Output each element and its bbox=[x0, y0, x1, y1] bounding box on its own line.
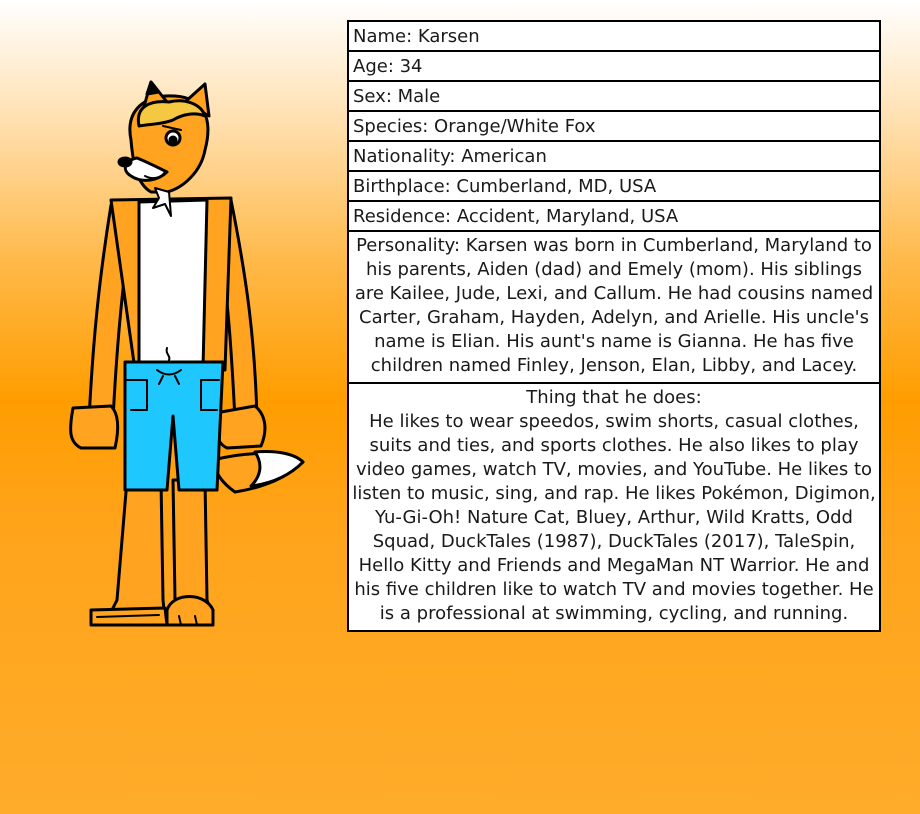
personality-section: Personality: Karsen was born in Cumberland, Maryland to his parents, Aiden (dad) and Emely (mom). His siblings are Kailee, Jude, Lexi, and Callum. He had cousins named Carter, Graham, Hayden, Adelyn, and Arielle. His uncle's name is Elian. His aunt's name is Gianna. He has five children named Finley, Jenson, Elan, Libby, and Lacey. bbox=[349, 232, 879, 384]
left-leg bbox=[107, 480, 165, 620]
age-field: Age: 34 bbox=[349, 52, 879, 82]
chest-white bbox=[139, 200, 207, 368]
sex-field: Sex: Male bbox=[349, 82, 879, 112]
right-fist bbox=[217, 406, 265, 448]
character-info-sheet bbox=[347, 20, 881, 632]
swim-shorts bbox=[125, 362, 223, 490]
residence-field: Residence: Accident, Maryland, USA bbox=[349, 202, 879, 232]
birthplace-field: Birthplace: Cumberland, MD, USA bbox=[349, 172, 879, 202]
name-field: Name: Karsen bbox=[349, 22, 879, 52]
left-fist bbox=[71, 406, 118, 448]
activities-title: Thing that he does: bbox=[526, 387, 702, 408]
nationality-field: Nationality: American bbox=[349, 142, 879, 172]
activities-section bbox=[349, 384, 879, 630]
tail-tip bbox=[251, 451, 303, 486]
activities-body: He likes to wear speedos, swim shorts, casual clothes, suits and ties, and sports clothes. He also likes to play video games, watch TV, movies, and YouTube. He likes to listen to music, sing, and rap. He likes Pokémon, Digimon, Yu-Gi-Oh! Nature Cat, Bluey, Arthur, Wild Kratts, Odd Squad, DuckTales (1987), DuckTales (2017), TaleSpin, Hello Kitty and Friends and MegaMan NT Warrior. He and his five children like to watch TV and movies together. He is a professional at swimming, cycling, and running. bbox=[352, 411, 876, 624]
fox-character-illustration bbox=[55, 80, 315, 640]
species-field: Species: Orange/White Fox bbox=[349, 112, 879, 142]
right-foot bbox=[167, 597, 213, 626]
